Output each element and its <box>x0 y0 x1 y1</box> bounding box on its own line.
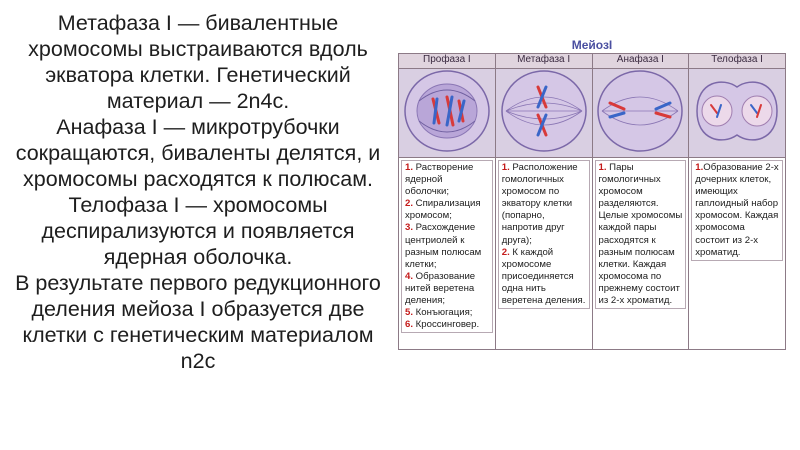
prophase-step: 3. Расхождение центриолей к разным полюсам клетки; <box>405 222 482 270</box>
header-prophase: Профаза I <box>399 54 496 69</box>
header-anaphase: Анафаза I <box>592 54 689 69</box>
lecture-text <box>8 10 388 374</box>
metaphase-cell-image <box>495 69 592 158</box>
prophase-step: 1. Растворение ядерной оболочки; <box>405 162 474 198</box>
prophase-description <box>399 158 496 350</box>
prophase-step: 5. Конъюгация; <box>405 307 473 319</box>
paragraph-anaphase: Анафаза I — микротрубочки сокращаются, биваленты делятся, и хромосомы расходятся к полюсам. <box>15 115 381 191</box>
paragraph-metaphase: Метафаза I — бивалентные хромосомы выстраиваются вдоль экватора клетки. Генетический материал — 2n4c. <box>28 11 368 113</box>
header-metaphase: Метафаза I <box>495 54 592 69</box>
metaphase-step: 2. К каждой хромосоме присоединяется одна нить веретена деления. <box>501 246 586 307</box>
paragraph-result: В результате первого редукционного деления мейоза I образуется две клетки с генетическим материалом n2c <box>15 271 381 373</box>
prophase-step: 6. Кроссинговер. <box>405 319 480 331</box>
anaphase-cell-image <box>592 69 689 158</box>
anaphase-description <box>592 158 689 350</box>
anaphase-step: 1. Пары гомологичных хромосом разделяются. Целые хромосомы каждой пары расходятся к разным полюсам клетки. Каждая хромосома по прежнему состоит из 2-х хроматид. <box>598 162 683 307</box>
metaphase-description <box>495 158 592 350</box>
paragraph-telophase: Телофаза I — хромосомы деспирализуются и появляется ядерная оболочка. <box>41 193 355 269</box>
prophase-cell-image <box>399 69 496 158</box>
header-telophase: Телофаза I <box>689 54 786 69</box>
meiosis-figure <box>398 38 786 350</box>
meiosis-table <box>398 53 786 350</box>
telophase-description <box>689 158 786 350</box>
prophase-step: 2. Спирализация хромосом; <box>405 198 481 222</box>
prophase-step: 4. Образование нитей веретена деления; <box>405 270 476 307</box>
figure-title: МейозI <box>571 38 613 52</box>
telophase-cell-image <box>689 69 786 158</box>
telophase-step: 1.Образование 2-х дочерних клеток, имеющих гаплоидный набор хромосом. Каждая хромосома состоит из 2-х хроматид. <box>695 162 779 258</box>
metaphase-step: 1. Расположение гомологичных хромосом по экватору клетки (попарно, напротив друг друга); <box>501 162 578 246</box>
